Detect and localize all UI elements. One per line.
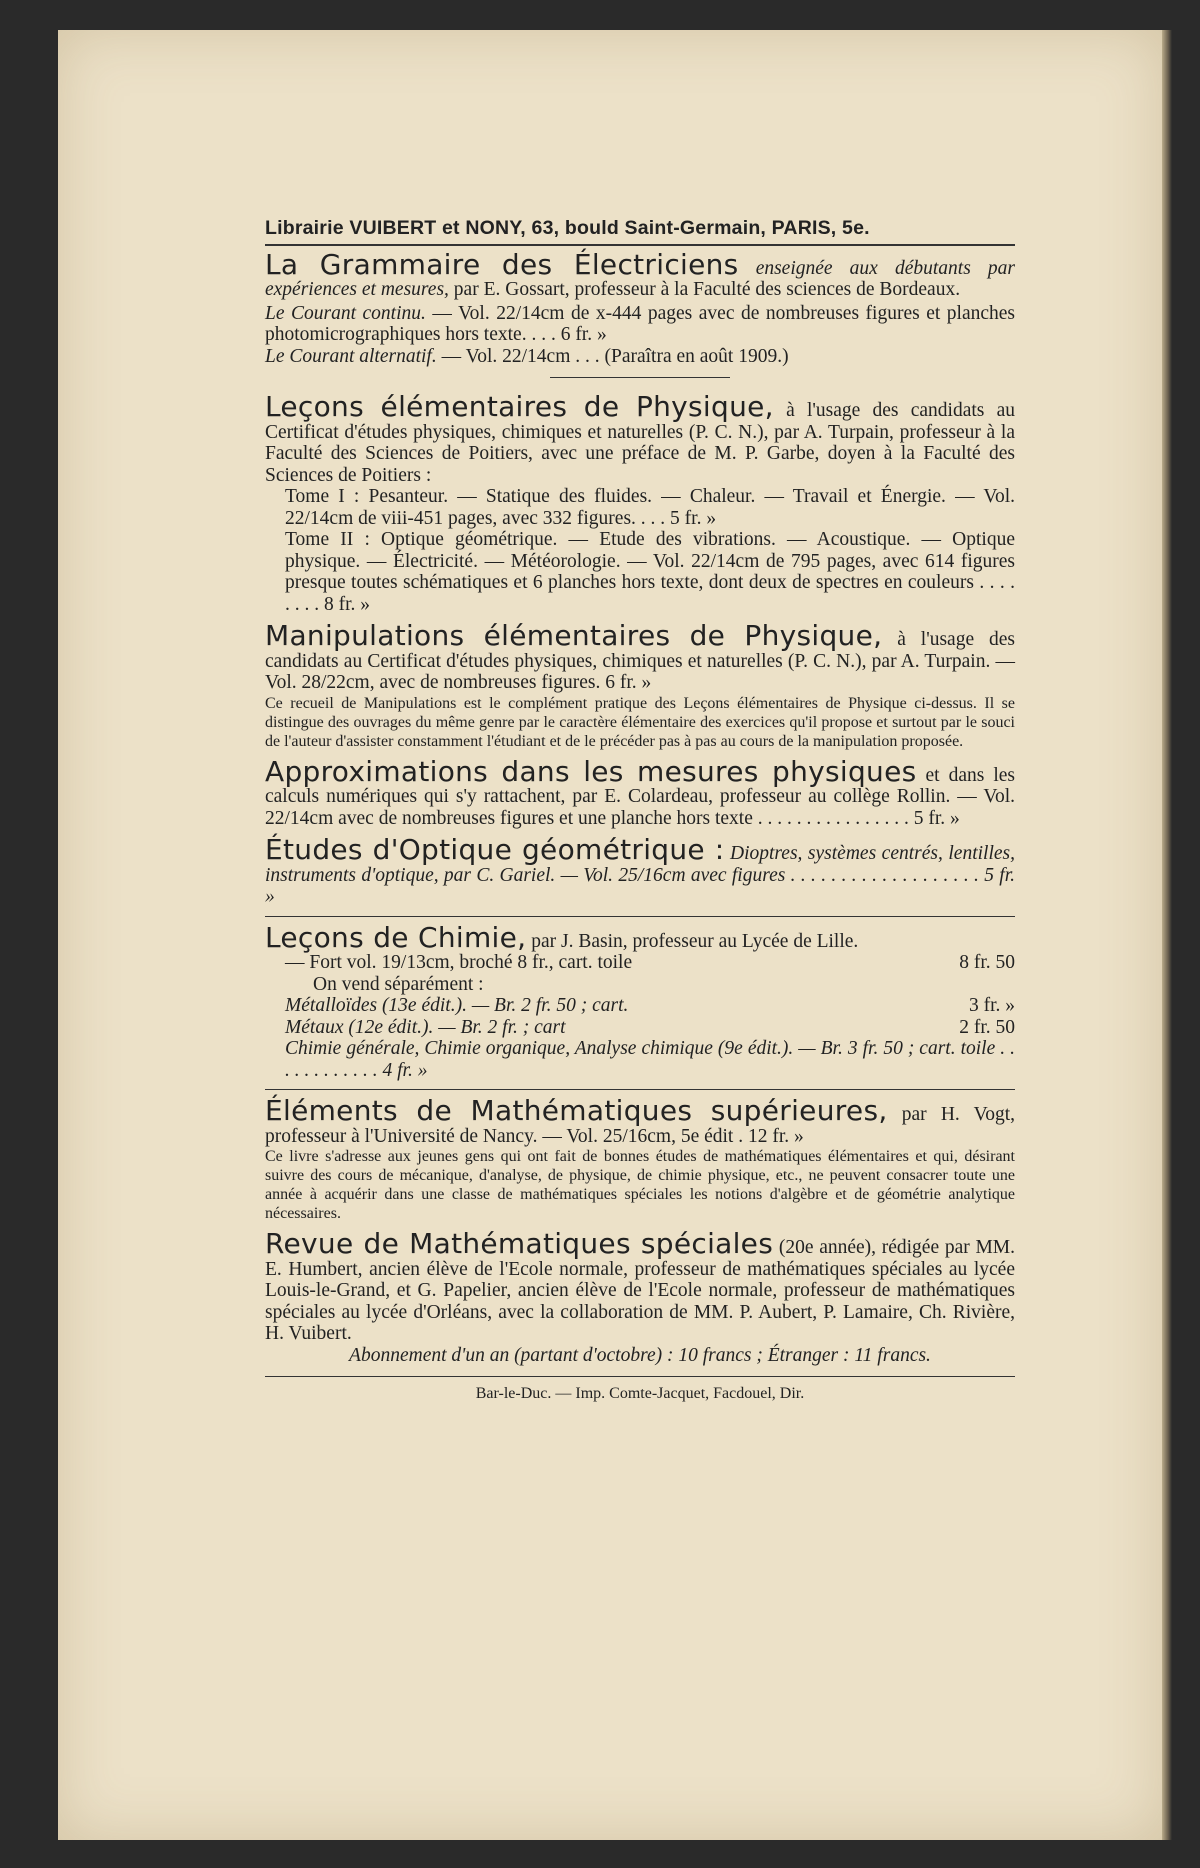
price-line-label: Métaux (12e édit.). — Br. 2 fr. ; cart	[285, 1016, 566, 1038]
publisher-header: Librairie VUIBERT et NONY, 63, bould Saint-Germain, PARIS, 5e.	[265, 218, 1015, 246]
volume-desc: — Vol. 22/14cm . . . (Paraîtra en août 1909.)	[441, 345, 789, 367]
entry-note: Ce recueil de Manipulations est le complément pratique des Leçons élémentaires de Physique ci-dessus. Il se distingue des ouvrages du même genre par le caractère élémentaire des exercices qu'il propose et surtout par le souci de l'auteur d'assister constamment l'étudiant et de le précéder pas à pas au cours de la manipulation proposée.	[265, 694, 1015, 750]
volume-desc: — Vol. 22/14cm de x-444 pages avec de nombreuses figures et planches photomicrographiques hors texte. . . . 6 fr. »	[265, 302, 1016, 345]
entry-subtitle: enseignée aux débutants par expériences et mesures,	[265, 257, 1015, 300]
divider	[265, 1089, 1015, 1090]
advertisement-page	[265, 218, 1015, 1405]
entry-revue	[265, 1227, 1016, 1366]
entry-title: Revue de Mathématiques spéciales	[265, 1227, 774, 1260]
price-line-price: 3 fr. »	[968, 995, 1015, 1016]
tome-2: Tome II : Optique géométrique. — Etude des vibrations. — Acoustique. — Optique physique. — Électricité. — Météorologie. — Vol. 22/14cm de 795 pages, avec 614 figures presque toutes schématiques et 6 planches hors texte, dont deux de spectres en couleurs . . . . . . . . 8 fr. »	[285, 529, 1015, 615]
entry-mathematiques	[265, 1094, 1015, 1223]
entry-text: Dioptres, systèmes centrés, lentilles, instruments d'optique, par C. Gariel. — Vol. 25/16cm avec figures . . . . . . . . . . . . . . . . . . . 5 fr. »	[265, 843, 1015, 907]
entry-text: à l'usage des candidats au Certificat d'études physiques, chimiques et naturelles (P. C. N.), par A. Turpain. — Vol. 28/22cm, avec de nombreuses figures. 6 fr. »	[265, 629, 1016, 693]
entry-title: Manipulations élémentaires de Physique,	[265, 619, 883, 652]
printer-footer: Bar-le-Duc. — Imp. Comte-Jacquet, Facdouel, Dir.	[475, 1385, 805, 1402]
entry-chimie	[265, 920, 1015, 1082]
price-line: Chimie générale, Chimie organique, Analyse chimique (9e édit.). — Br. 3 fr. 50 ; cart. toile . . . . . . . . . . . . 4 fr. »	[285, 1038, 1015, 1081]
entry-note: Ce livre s'adresse aux jeunes gens qui ont fait de bonnes études de mathématiques élémentaires et qui, désirant suivre des cours de mécanique, d'analyse, de physique, de chimie physique, etc., ne peuvent consacrer toute une année à acquérir dans une classe de mathématiques spéciales les notions d'algèbre et de géométrie analytique nécessaires.	[265, 1148, 1015, 1222]
price-line-label: Métalloïdes (13e édit.). — Br. 2 fr. 50 ; cart.	[285, 995, 629, 1016]
entry-title: Éléments de Mathématiques supérieures,	[265, 1094, 888, 1127]
entry-text: et dans les calculs numériques qui s'y rattachent, par E. Colardeau, professeur au collège Rollin. — Vol. 22/14cm avec de nombreuses figures et une planche hors texte . . . . . . . . . . . . . . . . 5 fr. »	[265, 764, 1016, 829]
entry-author: par E. Gossart, professeur à la Faculté des sciences de Bordeaux.	[453, 279, 961, 300]
entry-title: Leçons élémentaires de Physique,	[265, 390, 774, 423]
entry-text: par H. Vogt, professeur à l'Université de Nancy. — Vol. 25/16cm, 5e édit . 12 fr. »	[265, 1104, 1015, 1147]
entry-title: Leçons de Chimie,	[265, 920, 527, 954]
entry-title: Approximations dans les mesures physiques	[265, 754, 917, 788]
page-edge	[1162, 30, 1172, 1840]
entry-text: (20e année), rédigée par MM. E. Humbert, ancien élève de l'Ecole normale, professeur de mathématiques spéciales au lycée Louis-le-Grand, et G. Papelier, ancien élève de l'Ecole normale, professeur de mathématiques spéciales au lycée d'Orléans, avec la collaboration de MM. P. Aubert, P. Lamaire, Ch. Rivière, H. Vuibert.	[265, 1237, 1016, 1344]
price-line-price: 8 fr. 50	[959, 952, 1015, 973]
volume-title: Le Courant alternatif.	[265, 345, 437, 367]
subscription-line: Abonnement d'un an (partant d'octobre) : 10 francs ; Étranger : 11 francs.	[349, 1344, 931, 1366]
price-line-label: — Fort vol. 19/13cm, broché 8 fr., cart. toile	[285, 952, 633, 973]
entry-grammaire	[265, 247, 1016, 368]
divider	[550, 377, 730, 378]
entry-title: La Grammaire des Électriciens	[265, 247, 739, 281]
entry-manipulations	[265, 619, 1016, 751]
price-line-price: 2 fr. 50	[959, 1016, 1015, 1038]
tome-1: Tome I : Pesanteur. — Statique des fluides. — Chaleur. — Travail et Énergie. — Vol. 22/14cm de viii-451 pages, avec 332 figures. . . . 5 fr. »	[285, 486, 1015, 529]
entry-title: Études d'Optique géométrique :	[265, 833, 725, 866]
entry-lecons-physique	[265, 390, 1015, 615]
entry-optique	[265, 833, 1015, 908]
entry-text: par J. Basin, professeur au Lycée de Lille.	[531, 930, 859, 952]
entry-text: à l'usage des candidats au Certificat d'études physiques, chimiques et naturelles (P. C. N.), par A. Turpain, professeur à la Faculté des Sciences de Poitiers, avec une préface de M. P. Garbe, doyen à la Faculté des Sciences de Poitiers :	[265, 400, 1015, 486]
volume-title: Le Courant continu.	[265, 302, 426, 324]
sold-separately: On vend séparément :	[313, 973, 484, 995]
divider	[265, 916, 1015, 917]
divider	[265, 1376, 1015, 1377]
entry-approximations	[265, 754, 1016, 830]
